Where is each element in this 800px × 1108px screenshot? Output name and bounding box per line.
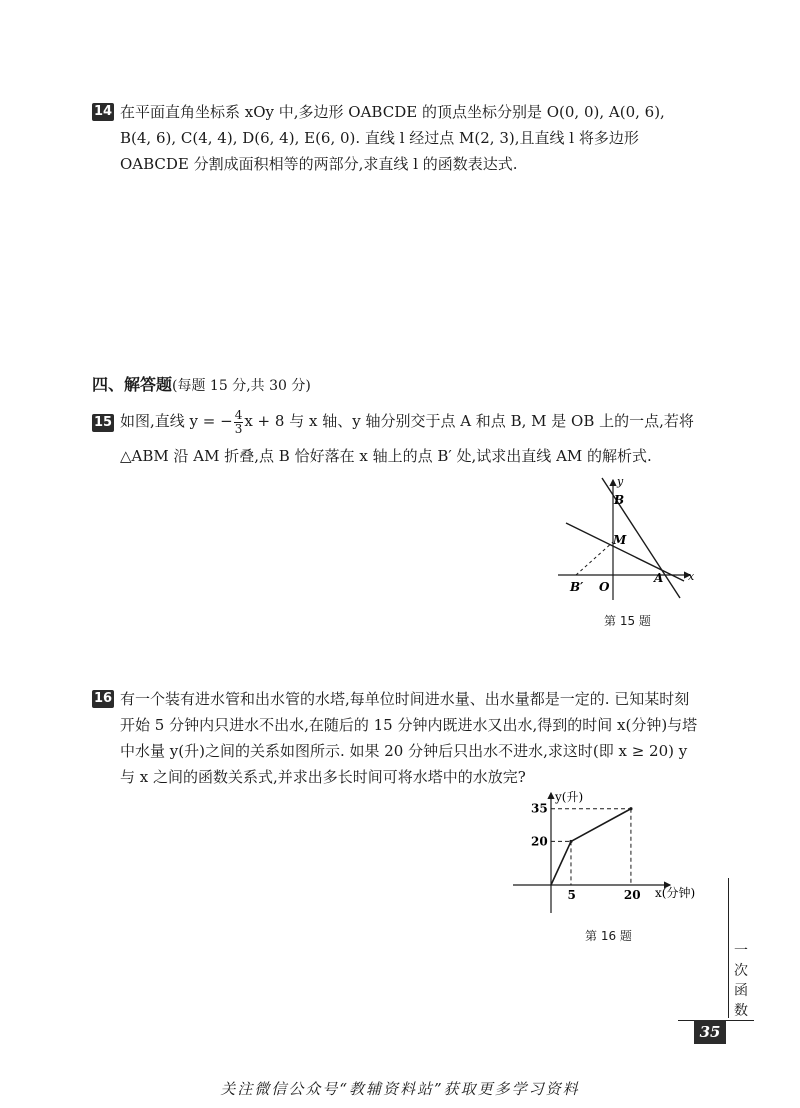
label-o: O bbox=[599, 580, 610, 594]
q15-line-1-a: 如图,直线 y = − bbox=[120, 412, 233, 430]
question-number-16: 16 bbox=[93, 691, 113, 706]
fraction-numerator: 4 bbox=[234, 407, 243, 422]
y-tick-label: 20 bbox=[531, 834, 548, 849]
q15-line-1-b: x + 8 与 x 轴、y 轴分别交于点 A 和点 B, M 是 OB 上的一点,若将 bbox=[244, 412, 694, 430]
figure-15-caption: 第 15 题 bbox=[604, 614, 651, 628]
figure-16-caption: 第 16 题 bbox=[585, 929, 632, 943]
q15-line-2: △ABM 沿 AM 折叠,点 B 恰好落在 x 轴上的点 B′ 处,试求出直线 AM 的解析式. bbox=[120, 447, 652, 465]
fraction-denominator: 3 bbox=[234, 421, 243, 436]
data-point bbox=[629, 807, 632, 810]
q14-line-2: B(4, 6), C(4, 4), D(6, 4), E(6, 0). 直线 l 经过点 M(2, 3),且直线 l 将多边形 bbox=[120, 129, 639, 147]
section-note: (每题 15 分,共 30 分) bbox=[172, 378, 311, 394]
series-line bbox=[551, 809, 631, 885]
side-char-3: 函 bbox=[734, 983, 748, 999]
label-x: x bbox=[688, 570, 695, 583]
question-number-14: 14 bbox=[93, 104, 113, 119]
label-y: y bbox=[617, 475, 624, 488]
q14-line-3: OABCDE 分割成面积相等的两部分,求直线 l 的函数表达式. bbox=[120, 155, 518, 173]
q16-line-1: 有一个装有进水管和出水管的水塔,每单位时间进水量、出水量都是一定的. 已知某时刻 bbox=[120, 690, 690, 708]
label-m: M bbox=[613, 533, 627, 547]
q16-line-4: 与 x 之间的函数关系式,并求出多长时间可将水塔中的水放完? bbox=[120, 768, 526, 786]
question-number-15: 15 bbox=[93, 415, 113, 430]
data-point bbox=[569, 840, 572, 843]
x-axis-label: x(分钟) bbox=[655, 886, 696, 900]
x-tick-label: 20 bbox=[623, 888, 641, 902]
figure-16-chart bbox=[505, 785, 705, 920]
label-a: A bbox=[654, 571, 664, 585]
x-tick-label: 5 bbox=[567, 888, 576, 902]
section-heading bbox=[92, 372, 311, 395]
q16-line-3: 中水量 y(升)之间的关系如图所示. 如果 20 分钟后只出水不进水,求这时(即 x ≥ 20) y bbox=[120, 742, 688, 760]
label-b-prime: B′ bbox=[570, 580, 584, 594]
page-number: 35 bbox=[694, 1020, 726, 1044]
line-am bbox=[566, 523, 684, 581]
fraction bbox=[234, 409, 244, 436]
footer-note: 关注微信公众号“教辅资料站”获取更多学习资料 bbox=[220, 1080, 580, 1098]
q14-line-1: 在平面直角坐标系 xOy 中,多边形 OABCDE 的顶点坐标分别是 O(0, 0), A(0, 6), bbox=[120, 103, 665, 121]
q15-line-1 bbox=[120, 404, 694, 438]
side-char-1: 一 bbox=[734, 943, 748, 959]
figure-15 bbox=[550, 470, 710, 605]
q16-line-2: 开始 5 分钟内只进水不出水,在随后的 15 分钟内既进水又出水,得到的时间 x(分钟)与塔 bbox=[120, 716, 698, 734]
side-char-2: 次 bbox=[734, 963, 748, 979]
y-axis-label: y(升) bbox=[555, 790, 584, 804]
section-title: 四、解答题 bbox=[92, 375, 173, 394]
y-tick-label: 35 bbox=[531, 801, 548, 816]
side-char-4: 数 bbox=[734, 1003, 748, 1019]
label-b: B bbox=[614, 493, 625, 507]
dashed-b-prime-m bbox=[576, 542, 613, 575]
